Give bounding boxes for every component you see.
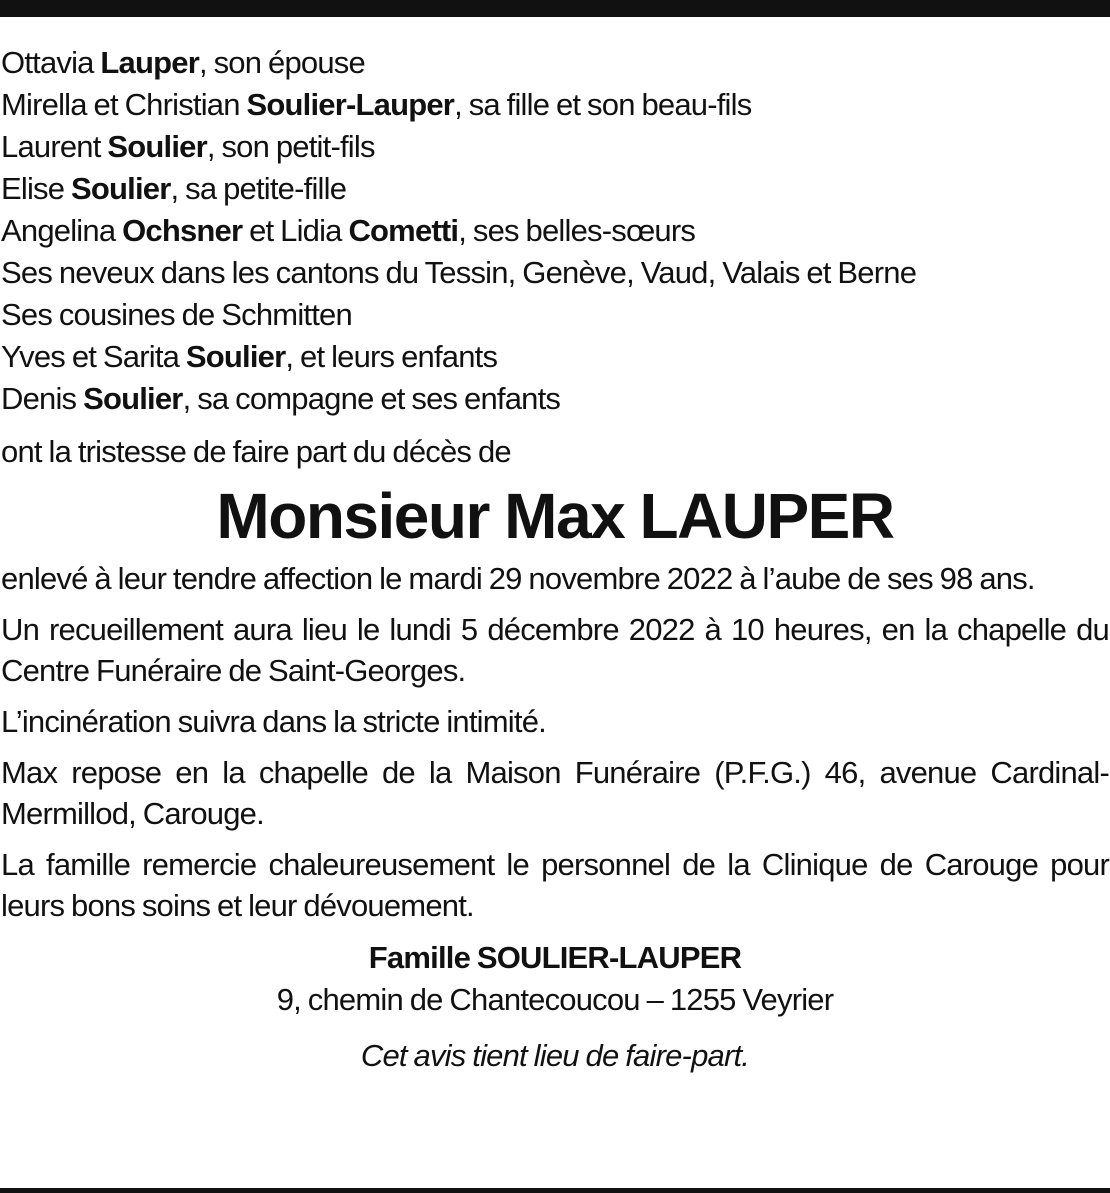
family-line-daughter	[1, 84, 1109, 126]
family-given-name: Mirella et Christian	[1, 87, 247, 122]
closing-note: Cet avis tient lieu de faire-part.	[360, 1038, 750, 1073]
death-notice	[1, 42, 1109, 1077]
family-relation: , ses belles-sœurs	[458, 213, 696, 248]
top-border-rule	[0, 0, 1110, 17]
family-text: Ses neveux dans les cantons du Tessin, Genève, Vaud, Valais et Berne	[1, 255, 917, 290]
family-surname-2: Cometti	[348, 213, 459, 248]
paragraph-cremation: L’incinération suivra dans la stricte intimité.	[1, 704, 546, 739]
bottom-border-rule	[0, 1188, 1110, 1193]
signature-address: 9, chemin de Chantecoucou – 1255 Veyrier	[276, 982, 834, 1017]
family-line-sisters-in-law	[1, 210, 1109, 252]
paragraph-passing: enlevé à leur tendre affection le mardi 29 novembre 2022 à l’aube de ses 98 ans.	[1, 561, 1035, 596]
family-relation: , son épouse	[198, 45, 365, 80]
family-given-name: Laurent	[1, 129, 108, 164]
family-given-name: Denis	[1, 381, 84, 416]
family-relation: , sa petite-fille	[170, 171, 347, 206]
family-line-spouse	[1, 42, 1109, 84]
family-surname: Soulier	[83, 381, 183, 416]
paragraph-ceremony: Un recueillement aura lieu le lundi 5 décembre 2022 à 10 heures, en la chapelle du Centre Funéraire de Saint-Georges.	[1, 612, 1109, 688]
family-given-name: Angelina	[1, 213, 123, 248]
family-relation: , sa fille et son beau-fils	[454, 87, 752, 122]
signature-family-name: Famille SOULIER-LAUPER	[368, 940, 742, 975]
family-line-granddaughter	[1, 168, 1109, 210]
announcement-intro: ont la tristesse de faire part du décès de	[1, 434, 511, 469]
family-line-cousins	[1, 294, 1109, 336]
family-line-nephews	[1, 252, 1109, 294]
family-text: Ses cousines de Schmitten	[1, 297, 352, 332]
paragraph-resting-place: Max repose en la chapelle de la Maison Funéraire (P.F.G.) 46, avenue Cardinal-Mermillod, Carouge.	[1, 755, 1109, 831]
deceased-name: Monsieur Max LAUPER	[216, 480, 894, 552]
family-given-name: Ottavia	[1, 45, 101, 80]
family-surname: Lauper	[100, 45, 199, 80]
family-surname: Soulier	[71, 171, 171, 206]
family-line-denis	[1, 378, 1109, 420]
family-surname: Soulier	[107, 129, 207, 164]
family-given-name: Yves et Sarita	[1, 339, 186, 374]
family-relation: , son petit-fils	[206, 129, 375, 164]
family-relation: , sa compagne et ses enfants	[182, 381, 561, 416]
family-line-yves-sarita	[1, 336, 1109, 378]
family-surname: Soulier	[185, 339, 286, 374]
family-given-name: Elise	[1, 171, 72, 206]
family-relation: , et leurs enfants	[285, 339, 498, 374]
family-surname: Soulier-Lauper	[246, 87, 455, 122]
paragraph-thanks: La famille remercie chaleureusement le personnel de la Clinique de Carouge pour leurs bons soins et leur dévouement.	[1, 847, 1109, 923]
family-given-name-2: et Lidia	[242, 213, 349, 248]
family-surname: Ochsner	[122, 213, 243, 248]
family-list	[1, 42, 1109, 420]
family-line-grandson	[1, 126, 1109, 168]
